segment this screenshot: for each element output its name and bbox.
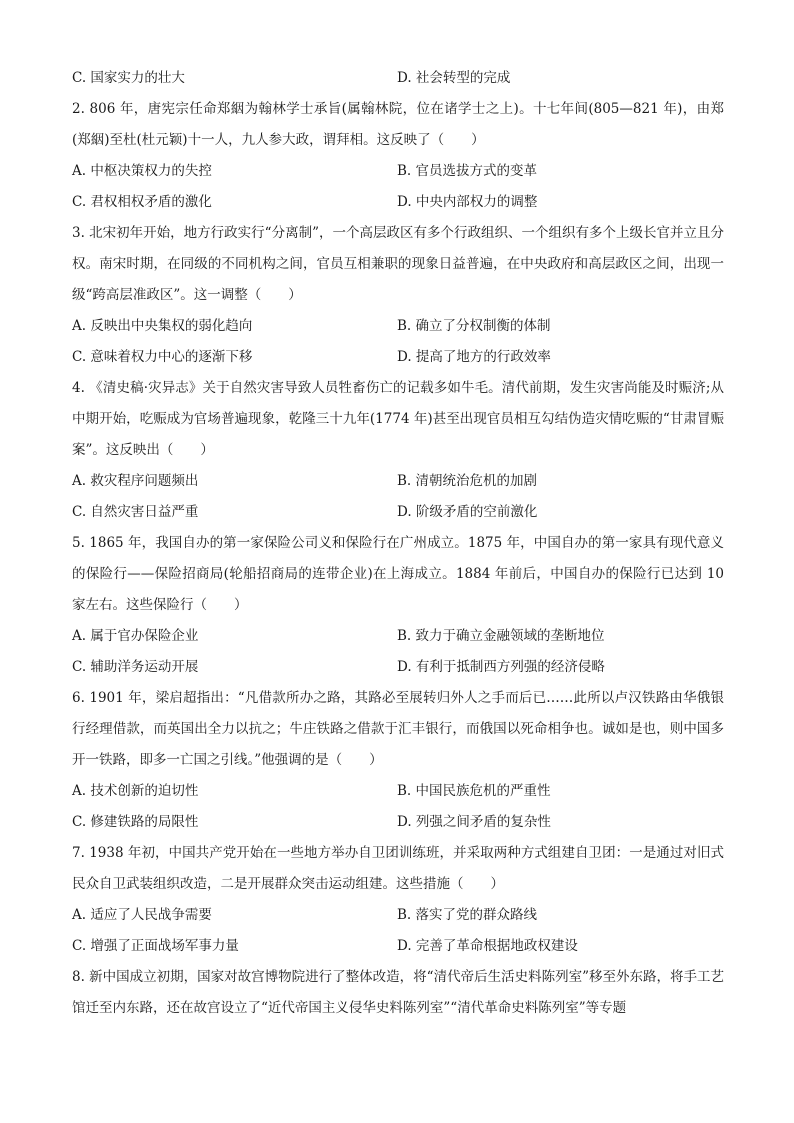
question-5-options-cd [72, 652, 724, 683]
question-5-option-a: A. 属于官办保险企业 [72, 628, 199, 644]
question-7-options-ab [72, 900, 724, 931]
question-6-option-c: C. 修建铁路的局限性 [72, 814, 199, 830]
question-3-option-d: D. 提高了地方的行政效率 [397, 349, 551, 365]
question-2-option-d: D. 中央内部权力的调整 [397, 194, 538, 210]
page-content [72, 63, 724, 1024]
question-6-options-ab [72, 776, 724, 807]
question-8 [72, 962, 724, 1024]
question-3-option-a: A. 反映出中央集权的弱化趋向 [72, 318, 253, 334]
question-7 [72, 838, 724, 962]
question-6-option-a: A. 技术创新的迫切性 [72, 783, 199, 799]
question-7-option-b: B. 落实了党的群众路线 [397, 907, 538, 923]
question-3-option-c: C. 意味着权力中心的逐渐下移 [72, 349, 253, 365]
question-3 [72, 218, 724, 373]
question-2-option-b: B. 官员选拔方式的变革 [397, 163, 538, 179]
question-5-stem: 5. 1865 年，我国自办的第一家保险公司义和保险行在广州成立。1875 年，中国自办的第一家具有现代意义的保险行——保险招商局(轮船招商局的连带企业)在上海成立。1884 年前后，中国自办的保险行已达到 10 家左右。这些保险行（ ） [72, 535, 724, 613]
question-4 [72, 373, 724, 528]
question-2-option-a: A. 中枢决策权力的失控 [72, 163, 212, 179]
question-6-option-d: D. 列强之间矛盾的复杂性 [397, 814, 551, 830]
question-6-stem: 6. 1901 年，梁启超指出：“凡借款所办之路，其路必至展转归外人之手而后已……此所以卢汉铁路由华俄银行经理借款，而英国出全力以抗之；牛庄铁路之借款于汇丰银行，而俄国以死命相争也。诚如是也，则中国多开一铁路，即多一亡国之引线。”他强调的是（ ） [72, 690, 724, 768]
question-3-stem: 3. 北宋初年开始，地方行政实行“分离制”，一个高层政区有多个行政组织、一个组织有多个上级长官并立且分权。南宋时期，在同级的不同机构之间，官员互相兼职的现象日益普遍，在中央政府和高层政区之间，出现一级“跨高层准政区”。这一调整（ ） [72, 225, 724, 303]
question-3-option-b: B. 确立了分权制衡的体制 [397, 318, 551, 334]
question-8-stem: 8. 新中国成立初期，国家对故宫博物院进行了整体改造，将“清代帝后生活史料陈列室”移至外东路，将手工艺馆迁至内东路，还在故宫设立了“近代帝国主义侵华史料陈列室”“清代革命史料陈列室”等专题 [72, 969, 724, 1016]
question-7-stem: 7. 1938 年初，中国共产党开始在一些地方举办自卫团训练班，并采取两种方式组建自卫团：一是通过对旧式民众自卫武装组织改造，二是开展群众突击运动组建。这些措施（ ） [72, 845, 724, 892]
question-2-options-cd [72, 187, 724, 218]
question-6 [72, 683, 724, 838]
question-4-option-c: C. 自然灾害日益严重 [72, 504, 199, 520]
question-4-option-d: D. 阶级矛盾的空前激化 [397, 504, 538, 520]
question-2 [72, 94, 724, 218]
question-2-option-c: C. 君权相权矛盾的激化 [72, 194, 212, 210]
question-5-option-c: C. 辅助洋务运动开展 [72, 659, 199, 675]
question-3-options-cd [72, 342, 724, 373]
question-4-options-cd [72, 497, 724, 528]
question-4-option-b: B. 清朝统治危机的加剧 [397, 473, 538, 489]
question-7-option-a: A. 适应了人民战争需要 [72, 907, 212, 923]
q1-option-c: C. 国家实力的壮大 [72, 70, 185, 86]
question-7-options-cd [72, 931, 724, 962]
question-7-option-d: D. 完善了革命根据地政权建设 [397, 938, 578, 954]
q1-option-d: D. 社会转型的完成 [397, 70, 511, 86]
question-3-options-ab [72, 311, 724, 342]
q1-options-cd [72, 63, 724, 94]
question-4-options-ab [72, 466, 724, 497]
question-5-options-ab [72, 621, 724, 652]
question-4-option-a: A. 救灾程序问题频出 [72, 473, 199, 489]
question-2-options-ab [72, 156, 724, 187]
question-5-option-b: B. 致力于确立金融领域的垄断地位 [397, 628, 605, 644]
question-5-option-d: D. 有利于抵制西方列强的经济侵略 [397, 659, 605, 675]
question-7-option-c: C. 增强了正面战场军事力量 [72, 938, 239, 954]
question-6-option-b: B. 中国民族危机的严重性 [397, 783, 551, 799]
question-5 [72, 528, 724, 683]
question-4-stem: 4. 《清史稿·灾异志》关于自然灾害导致人员牲畜伤亡的记载多如牛毛。清代前期，发生灾害尚能及时赈济;从中期开始，吃赈成为官场普遍现象，乾隆三十九年(1774 年)甚至出现官员相互勾结伪造灾情吃赈的“甘肃冒赈案”。这反映出（ ） [72, 380, 724, 458]
question-6-options-cd [72, 807, 724, 838]
question-2-stem: 2. 806 年，唐宪宗任命郑絪为翰林学士承旨(属翰林院，位在诸学士之上)。十七年间(805—821 年)，由郑(郑絪)至杜(杜元颖)十一人，九人参大政，谓拜相。这反映了（ ） [72, 101, 724, 148]
